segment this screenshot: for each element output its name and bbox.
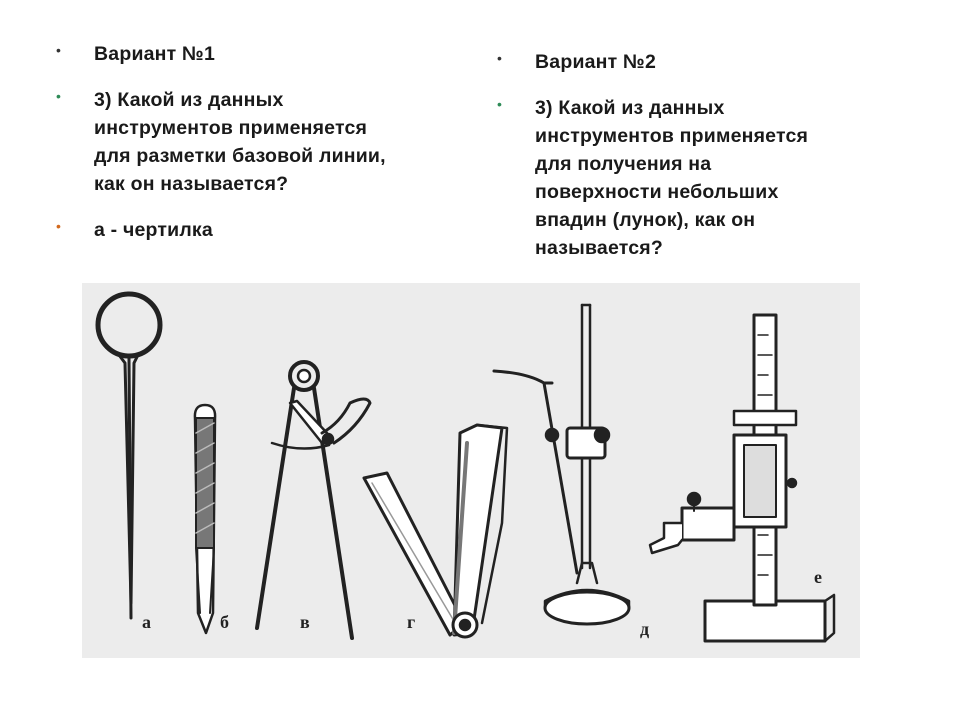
question-line: для разметки базовой линии, [94, 145, 386, 167]
label-e: е [814, 567, 822, 587]
variant-2-question [493, 94, 873, 262]
label-g: г [407, 612, 416, 632]
variant-2-block [493, 48, 873, 280]
center-punch-tool-icon [195, 405, 215, 633]
tools-illustration [82, 283, 860, 658]
variant-2-title-item [493, 48, 873, 76]
question-line: 3) Какой из данных [94, 89, 284, 111]
scriber-tool-icon [98, 294, 160, 618]
question-line: 3) Какой из данных [535, 97, 725, 119]
bullet-dot-icon: • [56, 42, 62, 58]
bullet-dot-icon: • [497, 96, 503, 112]
question-line: поверхности небольших [535, 181, 779, 203]
bullet-dot-icon: • [56, 88, 62, 104]
folding-square-tool-icon [364, 425, 507, 637]
label-b: б [220, 612, 229, 632]
variant-1-answer: а - чертилка [94, 219, 213, 241]
question-line: как он называется? [94, 173, 289, 195]
label-d: д [640, 619, 650, 639]
question-line: для получения на [535, 153, 712, 175]
bullet-dot-icon: • [56, 218, 62, 234]
surface-gauge-tool-icon [494, 305, 629, 624]
question-line: впадин (лунок), как он [535, 209, 756, 231]
question-line: инструментов применяется [535, 125, 809, 147]
bullet-dot-icon: • [497, 50, 503, 66]
divider-compass-tool-icon [257, 362, 370, 638]
label-v: в [300, 612, 310, 632]
question-line: называется? [535, 237, 663, 259]
variant-1-title: Вариант №1 [94, 43, 215, 65]
question-line: инструментов применяется [94, 117, 368, 139]
variant-1-block [52, 40, 452, 244]
variant-1-answer-item [52, 216, 452, 244]
variant-1-title-item [52, 40, 452, 68]
variant-1-question [52, 86, 452, 198]
label-a: а [142, 612, 151, 632]
variant-2-title: Вариант №2 [535, 51, 656, 73]
tools-drawing [82, 283, 860, 658]
height-gauge-tool-icon [650, 315, 834, 641]
